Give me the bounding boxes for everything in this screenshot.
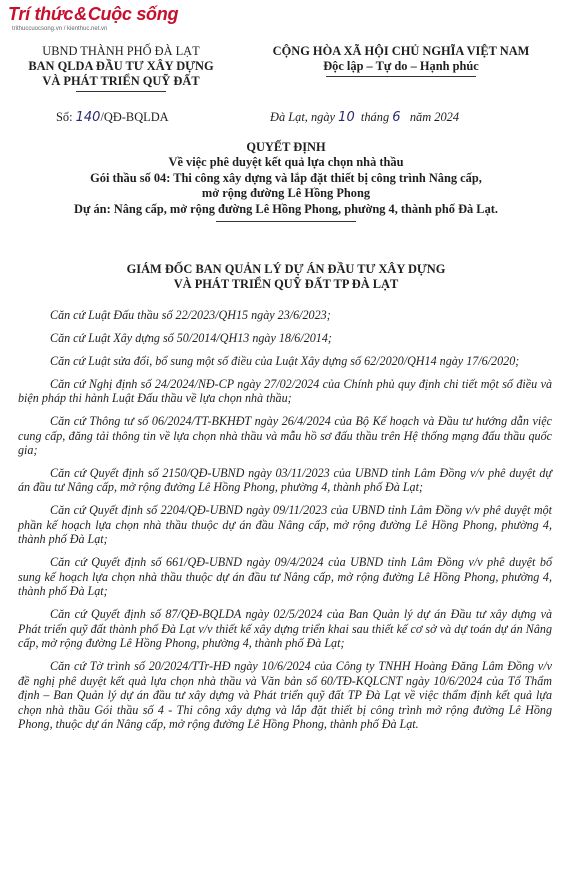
basis-paragraph: Căn cứ Luật Xây dựng số 50/2014/QH13 ngày 18/6/2014;	[50, 330, 332, 345]
motto-underline	[326, 76, 476, 77]
handwritten-number: 140	[75, 110, 101, 125]
motto: Độc lập – Tự do – Hạnh phúc	[323, 59, 479, 73]
year-text: năm 2024	[409, 110, 460, 124]
authority-line-2: VÀ PHÁT TRIỂN QUỸ ĐẤT TP ĐÀ LẠT	[173, 277, 399, 292]
decision-heading: QUYẾT ĐỊNH	[246, 140, 326, 154]
agency-underline	[76, 91, 166, 92]
handwritten-day: 10	[338, 110, 355, 125]
authority-line-1: GIÁM ĐỐC BAN QUẢN LÝ DỰ ÁN ĐẦU TƯ XÂY DỰNG	[126, 262, 446, 276]
decision-title	[10, 140, 562, 222]
agency-parent: UBND THÀNH PHỐ ĐÀ LẠT	[42, 44, 200, 58]
document-date	[270, 110, 459, 125]
basis-paragraph: Căn cứ Quyết định số 2204/QĐ-UBND ngày 09/11/2023 của UBND tỉnh Lâm Đồng v/v phê duyệt một phần kế hoạch lựa chọn nhà thầu thuộc dự án đầu Nâng cấp, mở rộng đường Lê Hồng Phong, phường 4, thành phố Đà Lạt;	[18, 503, 552, 547]
package-line-2: mở rộng đường Lê Hồng Phong	[201, 186, 371, 201]
title-underline	[216, 221, 356, 222]
basis-paragraph: Căn cứ Luật sửa đổi, bổ sung một số điều của Luật Xây dựng số 62/2020/QH14 ngày 17/6/2020;	[50, 353, 520, 368]
logo-ampersand: &	[74, 4, 87, 24]
month-label: tháng	[360, 110, 390, 124]
basis-paragraph: Căn cứ Thông tư số 06/2024/TT-BKHĐT ngày 26/4/2024 của Bộ Kế hoạch và Đầu tư hướng dẫn việc cung cấp, đăng tải thông tin về lựa chọn nhà thầu và mẫu hồ sơ đấu thầu trên Hệ thống mạng đấu thầu quốc gia;	[18, 414, 552, 458]
basis-paragraph: Căn cứ Luật Đấu thầu số 22/2023/QH15 ngày 23/6/2023;	[50, 308, 331, 322]
national-motto	[236, 44, 566, 77]
number-label: Số:	[56, 110, 73, 124]
package-line-1: Gói thầu số 04: Thi công xây dựng và lắp đặt thiết bị công trình Nâng cấp,	[90, 170, 482, 185]
logo-text-part2: Cuộc sống	[87, 4, 179, 24]
number-suffix: /QĐ-BQLDA	[100, 110, 169, 124]
document-number	[56, 110, 169, 125]
legal-basis	[18, 308, 552, 740]
basis-paragraph: Căn cứ Quyết định số 661/QĐ-UBND ngày 09/4/2024 của UBND tỉnh Lâm Đồng v/v phê duyệt bổ sung kế hoạch lựa chọn nhà thầu thuộc dự án đầu tư Nâng cấp, mở rộng đường Lê Hồng Phong, phường 4, thành phố Đà Lạt;	[18, 555, 552, 599]
agency-name-line1: BAN QLDA ĐẦU TƯ XÂY DỰNG	[28, 59, 214, 73]
site-logo[interactable]	[8, 4, 178, 32]
handwritten-month: 6	[392, 110, 401, 125]
basis-paragraph: Căn cứ Nghị định số 24/2024/NĐ-CP ngày 27/02/2024 của Chính phủ quy định chi tiết một số điều và biện pháp thi hành Luật Đấu thầu về lựa chọn nhà thầu;	[18, 376, 552, 406]
agency-name-line2: VÀ PHÁT TRIỂN QUỸ ĐẤT	[42, 74, 200, 88]
authority-heading	[10, 262, 562, 293]
basis-paragraph: Căn cứ Quyết định số 87/QĐ-BQLDA ngày 02/5/2024 của Ban Quản lý dự án Đầu tư xây dựng và Phát triển quỹ đất thành phố Đà Lạt v/v thiết kế xây dựng triển khai sau thiết kế cơ sở và dự toán dự án Nâng cấp, mở rộng đường Lê Hồng Phong, phường 4, thành phố Đà Lạt;	[18, 607, 552, 651]
decision-subject: Về việc phê duyệt kết quả lựa chọn nhà thầu	[168, 155, 404, 170]
logo-text-part1: Trí thức	[8, 4, 74, 24]
project-line: Dự án: Nâng cấp, mở rộng đường Lê Hồng Phong, phường 4, thành phố Đà Lạt.	[74, 201, 498, 216]
issuing-agency	[10, 44, 232, 92]
logo-subtitle: trithuccuocsong.vn / kienthuc.net.vn	[12, 26, 108, 32]
basis-paragraph: Căn cứ Quyết định số 2150/QĐ-UBND ngày 03/11/2023 của UBND tỉnh Lâm Đồng v/v phê duyệt dự án đầu tư Nâng cấp, mở rộng đường Lê Hồng Phong, phường 4, thành phố Đà Lạt;	[18, 465, 552, 495]
country-name: CỘNG HÒA XÃ HỘI CHỦ NGHĨA VIỆT NAM	[272, 44, 530, 58]
basis-paragraph: Căn cứ Tờ trình số 20/2024/TTr-HĐ ngày 10/6/2024 của Công ty TNHH Hoàng Đăng Lâm Đồng v/v đề nghị phê duyệt kết quả lựa chọn nhà thầu và Văn bản số 60/TĐ-KQLCNT ngày 10/6/2024 của Tổ Thẩm định – Ban Quản lý dự án đầu tư xây dựng và Phát triển quỹ đất TP Đà Lạt về việc thẩm định kết quả lựa chọn nhà thầu Gói thầu số 4 - Thi công xây dựng và lắp đặt thiết bị công trình mở rộng đường Lê Hồng Phong, thuộc dự án Nâng cấp, mở rộng đường Lê Hồng Phong, thành phố Đà Lạt.	[18, 659, 552, 732]
place-prefix: Đà Lạt, ngày	[270, 110, 336, 124]
